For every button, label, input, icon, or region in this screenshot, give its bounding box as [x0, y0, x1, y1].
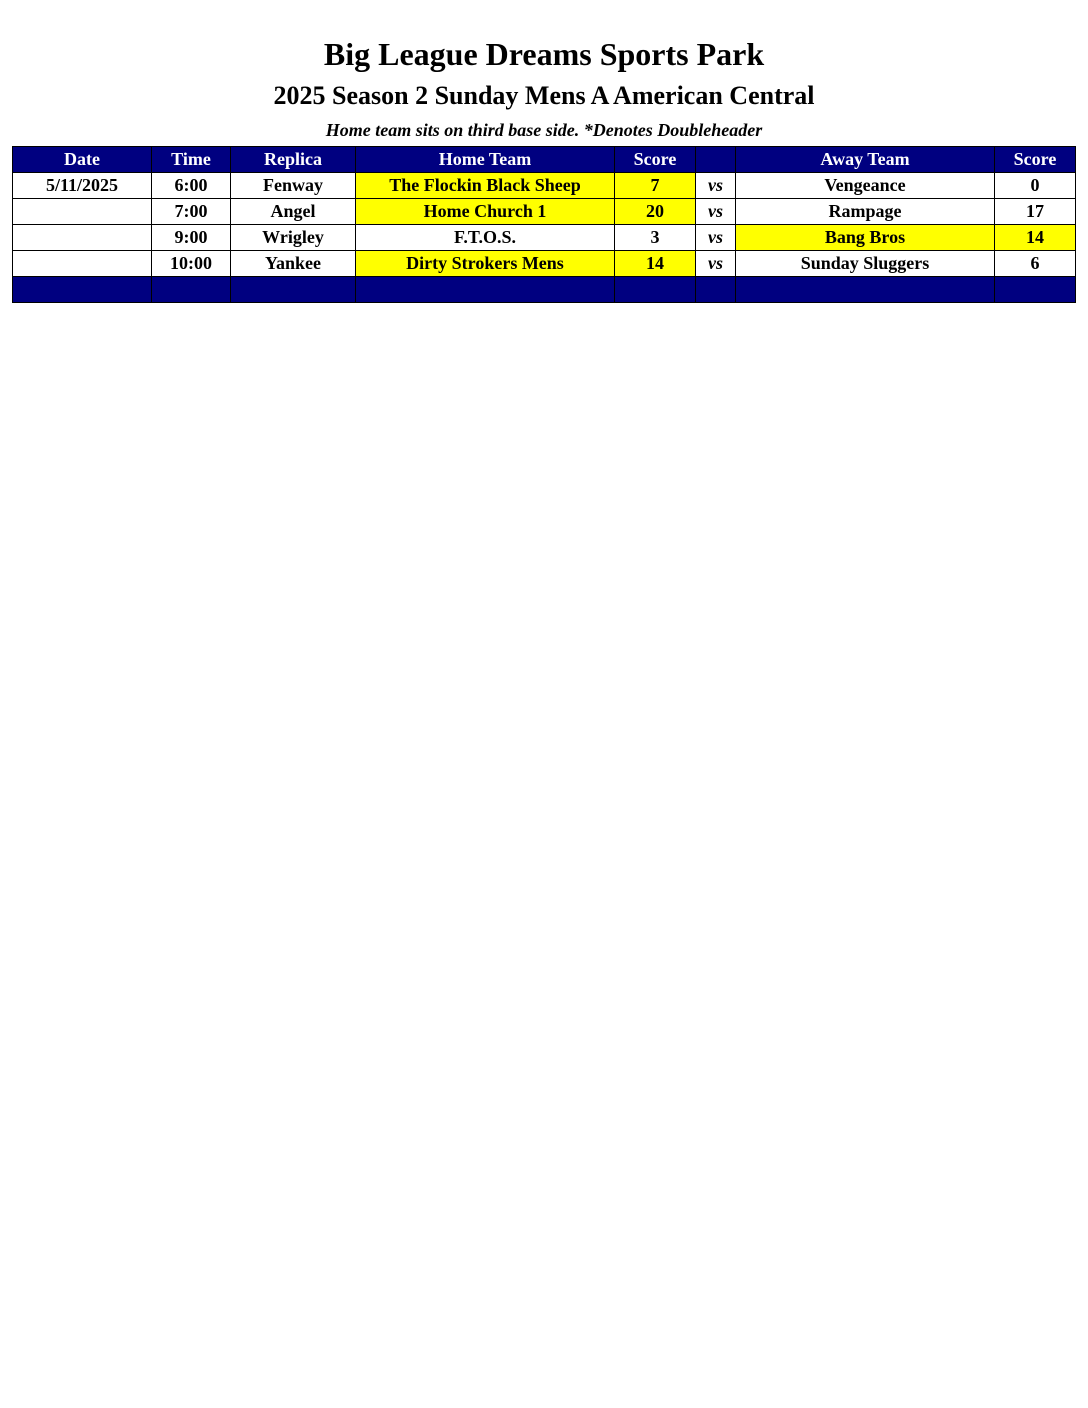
footer-cell: [615, 277, 696, 303]
home-score: 3: [615, 225, 696, 251]
game-row: [13, 251, 1076, 277]
game-time: 6:00: [152, 173, 231, 199]
vs-label: vs: [696, 225, 736, 251]
footer-cell: [152, 277, 231, 303]
game-date: [13, 199, 152, 225]
footer-cell: [736, 277, 995, 303]
column-header-vs: [696, 147, 736, 173]
page-title: Big League Dreams Sports Park: [323, 36, 765, 72]
game-replica: Yankee: [231, 251, 356, 277]
vs-label: vs: [696, 199, 736, 225]
schedule-table: [12, 146, 1076, 303]
away-team: Bang Bros: [736, 225, 995, 251]
column-header-away-score: Score: [995, 147, 1076, 173]
home-team: The Flockin Black Sheep: [356, 173, 615, 199]
away-score: 14: [995, 225, 1076, 251]
game-replica: Wrigley: [231, 225, 356, 251]
page-subtitle: 2025 Season 2 Sunday Mens A American Central: [273, 81, 815, 110]
away-team: Rampage: [736, 199, 995, 225]
away-score: 17: [995, 199, 1076, 225]
game-replica: Angel: [231, 199, 356, 225]
game-date: [13, 225, 152, 251]
home-team: Dirty Strokers Mens: [356, 251, 615, 277]
game-row: [13, 225, 1076, 251]
away-team: Sunday Sluggers: [736, 251, 995, 277]
column-header-time: Time: [152, 147, 231, 173]
home-score: 14: [615, 251, 696, 277]
away-team: Vengeance: [736, 173, 995, 199]
game-time: 9:00: [152, 225, 231, 251]
footer-cell: [13, 277, 152, 303]
vs-label: vs: [696, 251, 736, 277]
column-header-date: Date: [13, 147, 152, 173]
home-team: F.T.O.S.: [356, 225, 615, 251]
footer-cell: [995, 277, 1076, 303]
game-replica: Fenway: [231, 173, 356, 199]
footer-cell: [231, 277, 356, 303]
vs-label: vs: [696, 173, 736, 199]
column-header-replica: Replica: [231, 147, 356, 173]
game-time: 10:00: [152, 251, 231, 277]
column-header-home-team: Home Team: [356, 147, 615, 173]
table-footer-row: [13, 277, 1076, 303]
footer-cell: [356, 277, 615, 303]
away-score: 0: [995, 173, 1076, 199]
away-score: 6: [995, 251, 1076, 277]
home-score: 20: [615, 199, 696, 225]
column-header-home-score: Score: [615, 147, 696, 173]
header-row: [13, 147, 1076, 173]
schedule-note: Home team sits on third base side. *Denotes Doubleheader: [325, 120, 763, 140]
footer-cell: [696, 277, 736, 303]
game-date: 5/11/2025: [13, 173, 152, 199]
game-date: [13, 251, 152, 277]
game-row: [13, 199, 1076, 225]
game-time: 7:00: [152, 199, 231, 225]
game-row: [13, 173, 1076, 199]
home-score: 7: [615, 173, 696, 199]
home-team: Home Church 1: [356, 199, 615, 225]
column-header-away-team: Away Team: [736, 147, 995, 173]
